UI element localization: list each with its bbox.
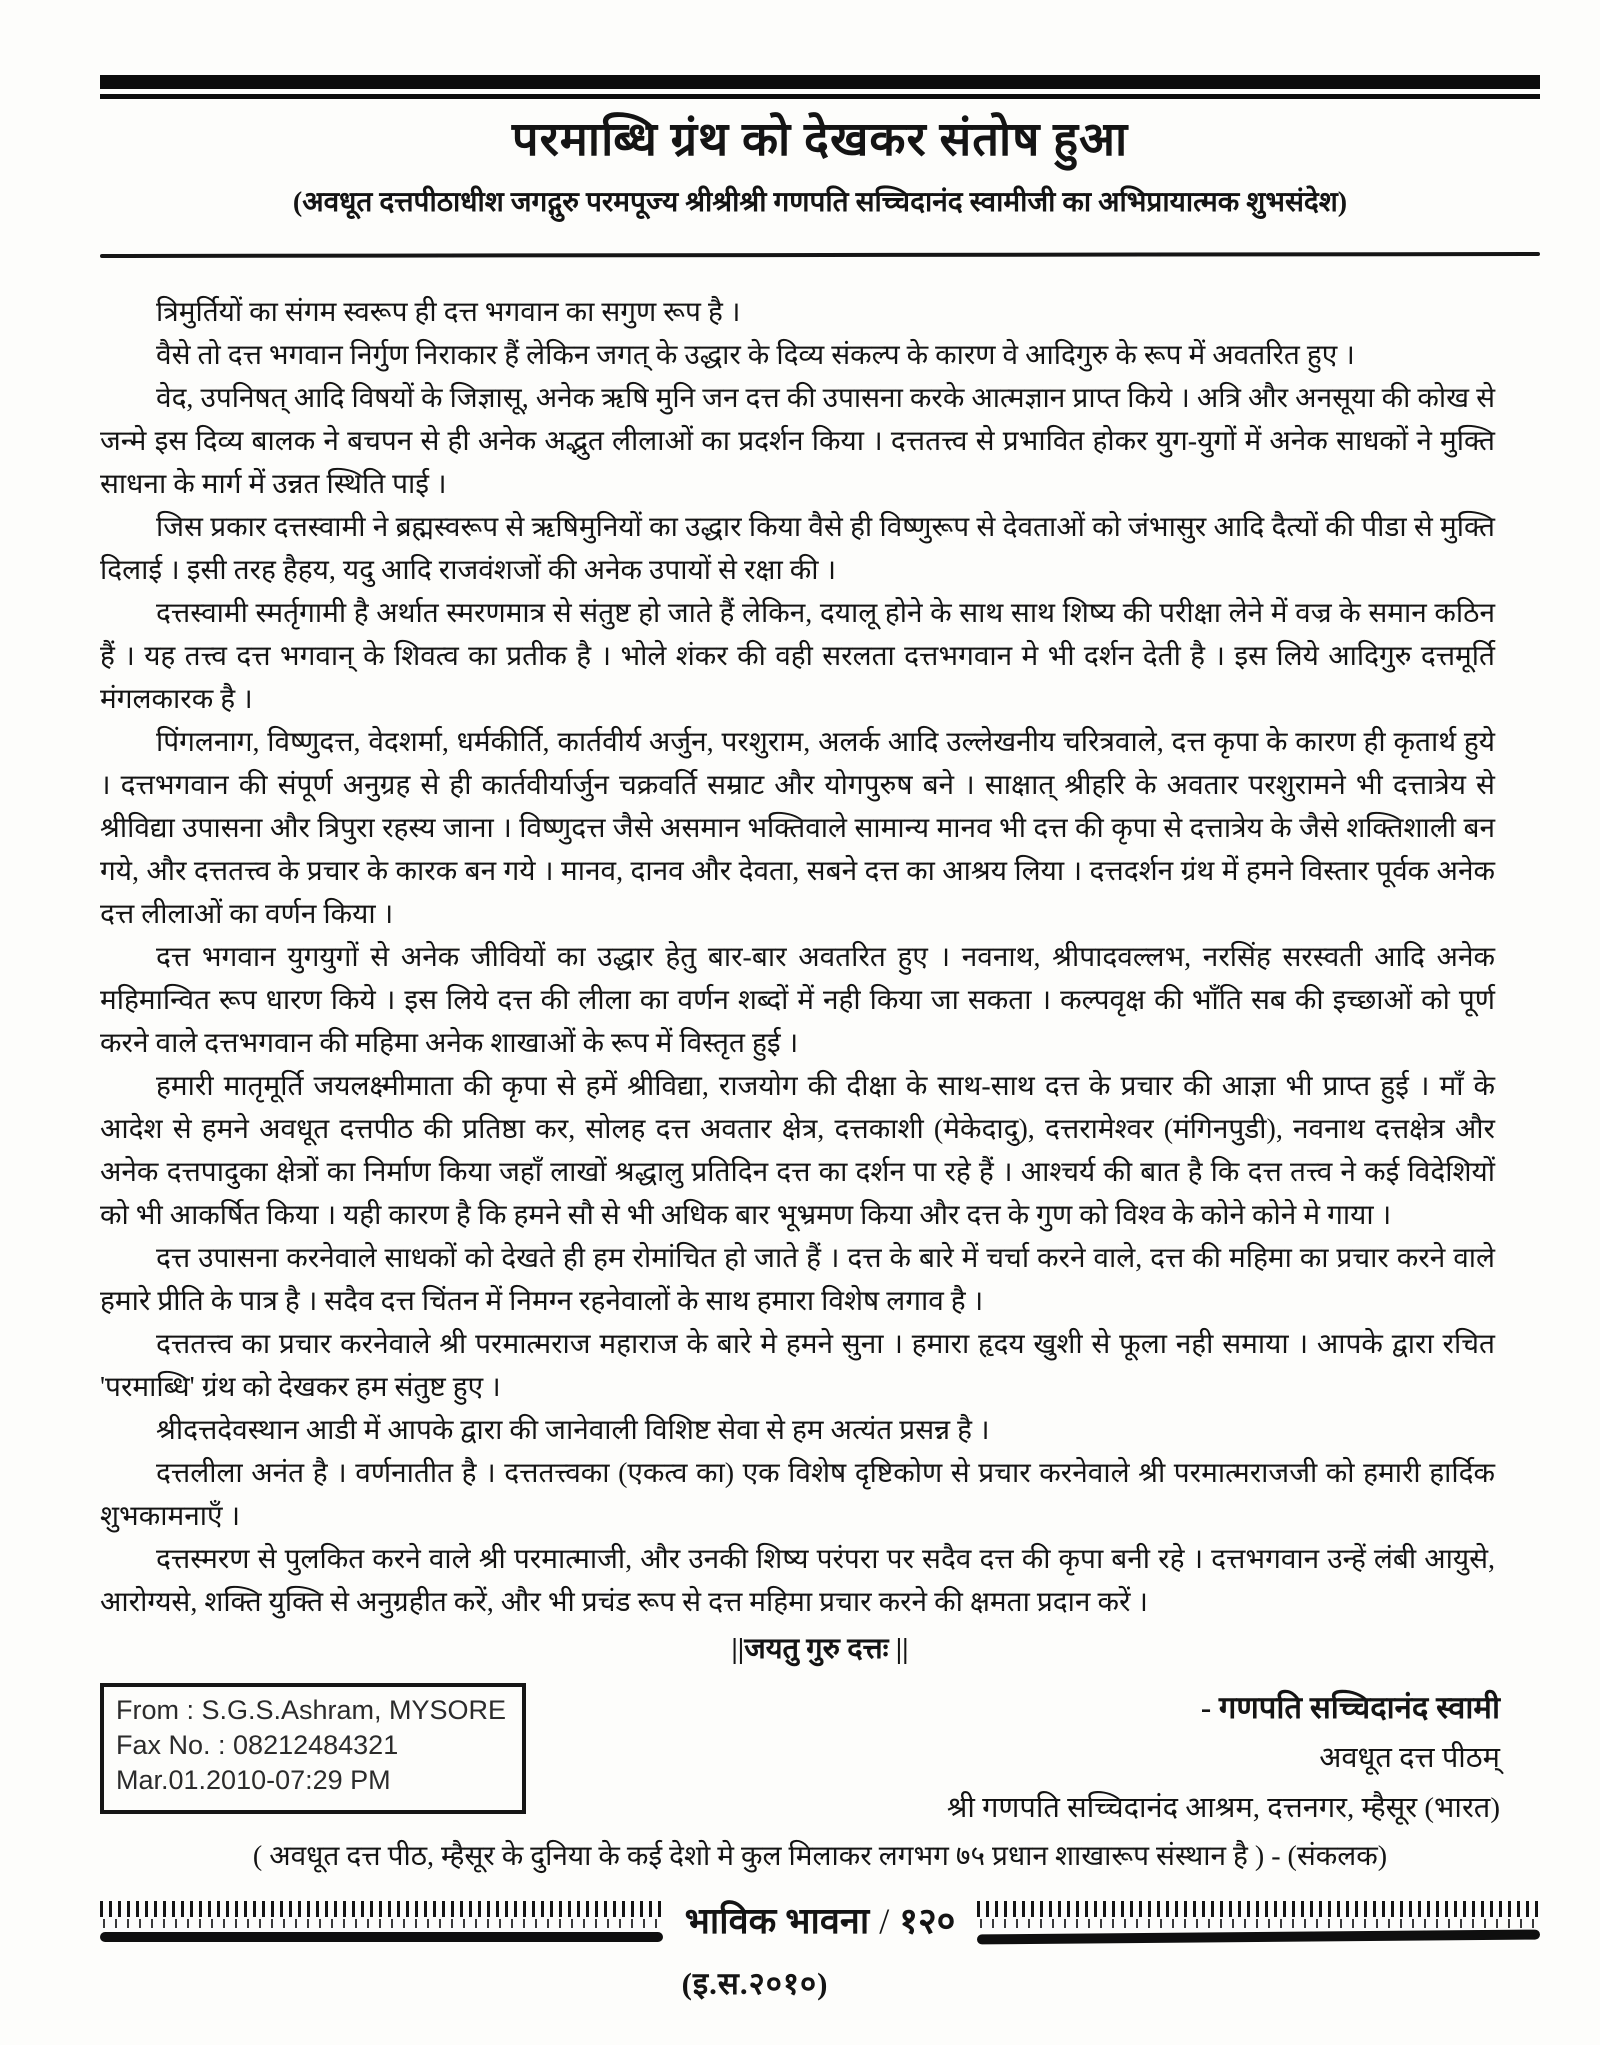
ornament-rule [100,1932,663,1942]
body-paragraph: दत्त उपासना करनेवाले साधकों को देखते ही हम रोमांचित हो जाते हैं । दत्त के बारे में चर्चा करने वाले, दत्त की महिमा का प्रचार करने वाले हमारे प्रीति के पात्र है । सदैव दत्त चिंतन में निमग्न रहनेवालों के साथ हमारा विशेष लगाव है । [100,1243,1495,1317]
ornament-left [100,1901,663,1942]
header-divider [100,252,1540,258]
body-paragraph: दत्तलीला अनंत है । वर्णनातीत है । दत्ततत्त्वका (एकत्व का) एक विशेष दृष्टिकोण से प्रचार करनेवाले श्री परमात्मराजजी को हमारी हार्दिक शुभकामनाएँ । [100,1458,1495,1532]
signature-name: - गणपति सच्चिदानंद स्वामी [1200,1690,1500,1725]
footer-separator: / [879,1901,890,1941]
fax-from-line: From : S.G.S.Ashram, MYSORE [116,1695,507,1725]
body-paragraph: दत्ततत्त्व का प्रचार करनेवाले श्री परमात्मराज महाराज के बारे मे हमने सुना । हमारा हृदय खुशी से फूला नही समाया । आपके द्वारा रचित 'परमाब्धि' ग्रंथ को देखकर हम संतुष्ट हुए । [100,1329,1495,1403]
body-paragraph: वेद, उपनिषत् आदि विषयों के जिज्ञासू, अनेक ऋषि मुनि जन दत्त की उपासना करके आत्मज्ञान प्राप्त किये । अत्रि और अनसूया की कोख से जन्मे इस दिव्य बालक ने बचपन से ही अनेक अद्भुत लीलाओं का प्रदर्शन किया । दत्ततत्त्व से प्रभावित होकर युग-युगों में अनेक साधकों ने मुक्ति साधना के मार्ग में उन्नत स्थिति पाई । [100,383,1495,500]
fax-number-line: Fax No. : 08212484321 [116,1730,399,1760]
footer-page-number: १२० [899,1901,956,1941]
closing-chant: ||जयतु गुरु दत्तः || [731,1633,909,1665]
footer-magazine-title: भाविक भावना [684,1901,870,1941]
body-paragraph: त्रिमुर्तियों का संगम स्वरूप ही दत्त भगवान का सगुण रूप है । [156,297,741,328]
top-rule-thick [100,75,1540,89]
body-paragraph: हमारी मातृमूर्ति जयलक्ष्मीमाता की कृपा से हमें श्रीविद्या, राजयोग की दीक्षा के साथ-साथ दत्त के प्रचार की आज्ञा भी प्राप्त हुई । माँ के आदेश से हमने अवधूत दत्तपीठ की प्रतिष्ठा कर, सोलह दत्त अवतार क्षेत्र, दत्तकाशी (मेकेदादु), दत्तरामेश्वर (मंगिनपुडी), नवनाथ दत्तक्षेत्र और अनेक दत्तपादुका क्षेत्रों का निर्माण किया जहाँ लाखों श्रद्धालु प्रतिदिन दत्त का दर्शन पा रहे हैं । आश्चर्य की बात है कि दत्त तत्त्व ने कई विदेशियों को भी आकर्षित किया । यही कारण है कि हमने सौ से भी अधिक बार भूभ्रमण किया और दत्त के गुण को विश्व के कोने कोने मे गाया । [100,1071,1495,1231]
footer-year: (इ.स.२०१०) [681,1966,829,2001]
signature-block [947,1683,1500,1833]
body-paragraph: दत्तस्वामी स्मर्तृगामी है अर्थात स्मरणमात्र से संतुष्ट हो जाते हैं लेकिन, दयालू होने के साथ साथ शिष्य की परीक्षा लेने में वज्र के समान कठिन हैं । यह तत्त्व दत्त भगवान् के शिवत्व का प्रतीक है । भोले शंकर की वही सरलता दत्तभगवान मे भी दर्शन देती है । इस लिये आदिगुरु दत्तमूर्ति मंगलकारक है । [100,598,1495,715]
page-subtitle: (अवधूत दत्तपीठाधीश जगद्गुरु परमपूज्य श्रीश्रीश्री गणपति सच्चिदानंद स्वामीजी का अभिप्रायात्मक शुभसंदेश) [292,187,1348,218]
page-title: परमाब्धि ग्रंथ को देखकर संतोष हुआ [511,114,1129,166]
signature-note: ( अवधूत दत्त पीठ, म्हैसूर के दुनिया के कई देशो मे कुल मिलाकर लगभग ७५ प्रधान शाखारूप संस्थान है ) - (संकलक) [252,1841,1388,1872]
body-paragraph: श्रीदत्तदेवस्थान आडी में आपके द्वारा की जानेवाली विशिष्ट सेवा से हम अत्यंत प्रसन्न है । [156,1415,990,1446]
signature-address: श्री गणपति सच्चिदानंद आश्रम, दत्तनगर, म्हैसूर (भारत) [946,1792,1500,1824]
top-rule-thin [100,94,1540,99]
body-paragraph: जिस प्रकार दत्तस्वामी ने ब्रह्मस्वरूप से ऋषिमुनियों का उद्धार किया वैसे ही विष्णुरूप से देवताओं को जंभासुर आदि दैत्यों की पीडा से मुक्ति दिलाई । इसी तरह हैहय, यदु आदि राजवंशजों की अनेक उपायों से रक्षा की । [100,512,1495,586]
ornament-right [977,1901,1540,1942]
ornament-pattern [100,1901,663,1928]
body-paragraph: पिंगलनाग, विष्णुदत्त, वेदशर्मा, धर्मकीर्ति, कार्तवीर्य अर्जुन, परशुराम, अलर्क आदि उल्लेखनीय चरित्रवाले, दत्त कृपा के कारण ही कृतार्थ हुये । दत्तभगवान की संपूर्ण अनुग्रह से ही कार्तवीर्यार्जुन चक्रवर्ति सम्राट और योगपुरुष बने । साक्षात् श्रीहरि के अवतार परशुरामने भी दत्तात्रेय से श्रीविद्या उपासना और त्रिपुरा रहस्य जाना । विष्णुदत्त जैसे असमान भक्तिवाले सामान्य मानव भी दत्त की कृपा से दत्तात्रेय के जैसे शक्तिशाली बन गये, और दत्ततत्त्व के प्रचार के कारक बन गये । मानव, दानव और देवता, सबने दत्त का आश्रय लिया । दत्तदर्शन ग्रंथ में हमने विस्तार पूर्वक अनेक दत्त लीलाओं का वर्णन किया । [100,727,1495,930]
body-paragraph: वैसे तो दत्त भगवान निर्गुण निराकार हैं लेकिन जगत् के उद्धार के दिव्य संकल्प के कारण वे आदिगुरु के रूप में अवतरित हुए । [156,340,1355,371]
fax-datetime-line: Mar.01.2010-07:29 PM [116,1765,391,1795]
body-paragraph: दत्त भगवान युगयुगों से अनेक जीवियों का उद्धार हेतु बार-बार अवतरित हुए । नवनाथ, श्रीपादवल्लभ, नरसिंह सरस्वती आदि अनेक महिमान्वित रूप धारण किये । इस लिये दत्त की लीला का वर्णन शब्दों में नही किया जा सकता । कल्पवृक्ष की भाँति सब की इच्छाओं को पूर्ण करने वाले दत्तभगवान की महिमा अनेक शाखाओं के रूप में विस्तृत हुई । [100,942,1495,1059]
ornament-rule [977,1930,1540,1945]
body-paragraph: दत्तस्मरण से पुलकित करने वाले श्री परमात्माजी, और उनकी शिष्य परंपरा पर सदैव दत्त की कृपा बनी रहे । दत्तभगवान उन्हें लंबी आयुसे, आरोग्यसे, शक्ति युक्ति से अनुग्रहीत करें, और भी प्रचंड रूप से दत्त महिमा प्रचार करने की क्षमता प्रदान करें । [100,1544,1495,1618]
ornament-pattern [977,1901,1540,1928]
bottom-row [100,1683,1540,1833]
footer-title [679,1901,962,1941]
article-body [100,291,1540,1623]
fax-stamp [100,1683,526,1814]
footer-band [100,1901,1540,1942]
signature-peetham: अवधूत दत्त पीठम् [1319,1742,1500,1774]
